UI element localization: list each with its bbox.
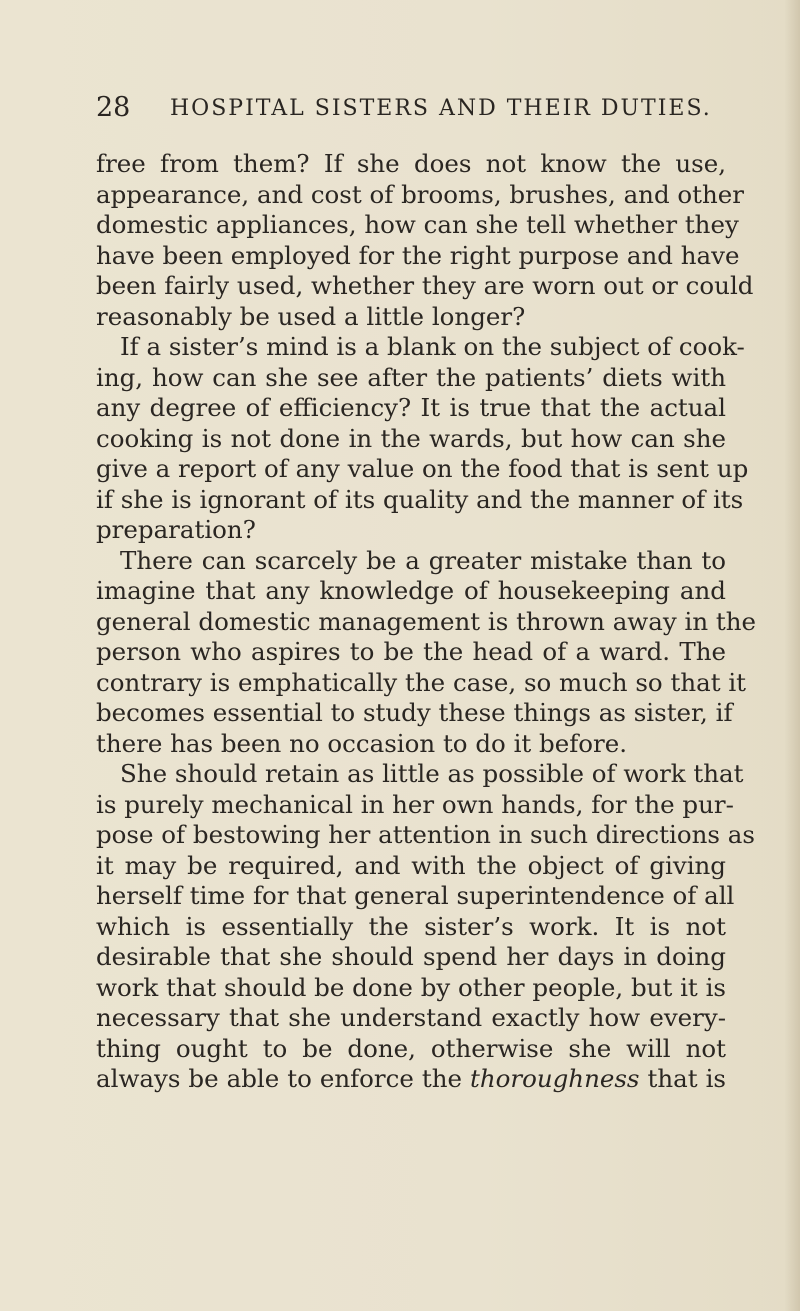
text-line: general domestic management is thrown away in the xyxy=(96,606,757,636)
text-line: if she is ignorant of its quality and the manner of its xyxy=(96,484,744,514)
text-line: becomes essential to study these things as sister, if xyxy=(96,698,733,727)
text-line: work that should be done by other people, but it is xyxy=(96,972,726,1002)
text-line: imagine that any knowledge of housekeeping and xyxy=(96,576,726,605)
text-line: person who aspires to be the head of a ward. The xyxy=(96,637,726,666)
text-line: She should retain as little as possible of work that xyxy=(120,759,744,788)
final-line-after: that is xyxy=(639,1064,727,1093)
text-line: reasonably be used a little longer? xyxy=(96,301,526,331)
text-line: necessary that she understand exactly how every- xyxy=(96,1003,726,1032)
running-head: HOSPITAL SISTERS AND THEIR DUTIES. xyxy=(170,96,712,121)
final-line-before: always be able to enforce the xyxy=(96,1064,470,1093)
text-line: contrary is emphatically the case, so much so that it xyxy=(96,667,747,697)
text-line: have been employed for the right purpose and have xyxy=(96,240,740,270)
text-line-final xyxy=(96,1064,726,1095)
text-line: preparation? xyxy=(96,515,256,544)
page-edge-shadow xyxy=(784,0,800,1311)
text-line: free from them? If she does not know the use, xyxy=(96,149,726,178)
text-line: thing ought to be done, otherwise she will not xyxy=(96,1033,726,1063)
text-line: it may be required, and with the object of giving xyxy=(96,850,726,880)
text-line: which is essentially the sister’s work. It is not xyxy=(96,911,726,941)
text-line: herself time for that general superintendence of all xyxy=(96,881,735,910)
text-line: appearance, and cost of brooms, brushes, and other xyxy=(96,179,745,209)
text-line: desirable that she should spend her days in doing xyxy=(96,942,726,971)
text-line: there has been no occasion to do it before. xyxy=(96,728,628,758)
text-line: is purely mechanical in her own hands, for the pur- xyxy=(96,789,734,819)
text-line: There can scarcely be a greater mistake than to xyxy=(120,545,726,575)
italic-word: thoroughness xyxy=(470,1064,640,1093)
text-line: cooking is not done in the wards, but how can she xyxy=(96,423,726,453)
text-line: been fairly used, whether they are worn out or could xyxy=(96,271,754,300)
text-line: domestic appliances, how can she tell whether they xyxy=(96,210,739,239)
text-line: any degree of efficiency? It is true that the actual xyxy=(96,393,726,422)
text-line: If a sister’s mind is a blank on the subject of cook- xyxy=(120,332,745,361)
text-line: give a report of any value on the food that is sent up xyxy=(96,454,749,483)
text-line: pose of bestowing her attention in such directions as xyxy=(96,820,755,849)
body-text xyxy=(96,149,757,1095)
page-header xyxy=(96,92,726,132)
page-number: 28 xyxy=(96,92,131,123)
text-line: ing, how can she see after the patients’ diets with xyxy=(96,362,726,392)
